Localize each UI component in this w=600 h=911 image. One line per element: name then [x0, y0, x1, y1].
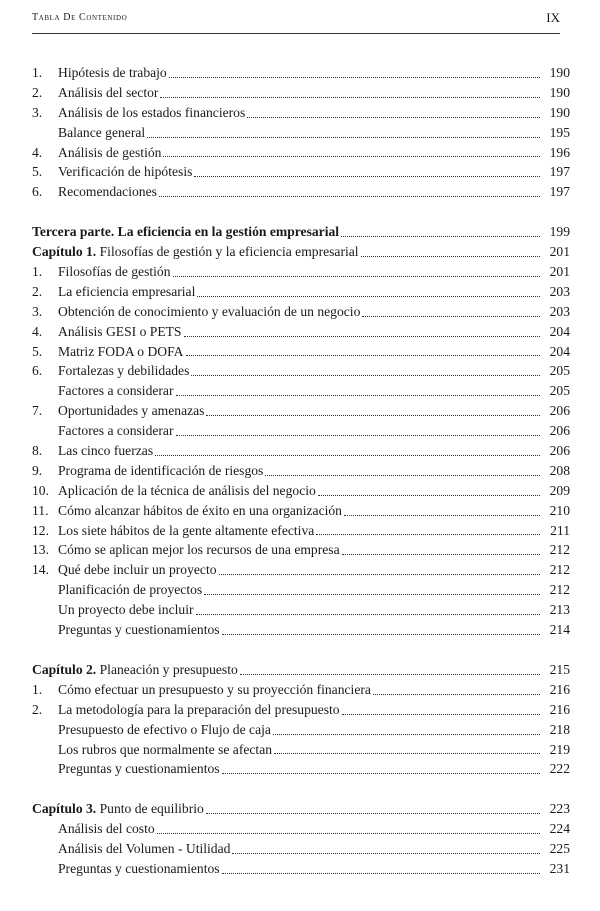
entry-title: Análisis GESI o PETS [58, 323, 182, 339]
dot-leader [194, 175, 540, 177]
entry-title: Factores a considerar [58, 383, 174, 399]
toc-entry [32, 461, 570, 481]
entry-number: 3. [32, 303, 43, 319]
entry-page-number: 201 [549, 244, 570, 260]
dot-leader [361, 255, 540, 257]
toc-entry [32, 680, 570, 700]
entry-title: Verificación de hipótesis [58, 164, 193, 180]
entry-number: 13. [32, 542, 49, 558]
entry-title: Presupuesto de efectivo o Flujo de caja [58, 721, 271, 737]
entry-number: 12. [32, 522, 49, 538]
entry-title: Recomendaciones [58, 184, 157, 200]
entry-title: Planificación de proyectos [58, 582, 203, 598]
toc-entry [32, 401, 570, 421]
entry-title [32, 222, 339, 242]
entry-page-number: 190 [549, 84, 570, 100]
entry-title: Programa de identificación de riesgos [58, 462, 264, 478]
dot-leader [173, 275, 540, 277]
entry-page-number: 212 [549, 542, 570, 558]
entry-number: 10. [32, 482, 49, 498]
dot-leader [362, 315, 540, 317]
entry-title: Preguntas y cuestionamientos [58, 860, 220, 876]
entry-page-number: 214 [549, 622, 570, 638]
entry-number: 4. [32, 144, 43, 160]
dot-leader [197, 295, 540, 297]
toc-entry [32, 859, 570, 879]
entry-title: Los siete hábitos de la gente altamente efectiva [58, 522, 315, 538]
dot-leader [163, 155, 540, 157]
dot-leader [157, 832, 540, 834]
entry-title: Factores a considerar [58, 423, 174, 439]
toc-heading-entry [32, 660, 570, 680]
toc-heading-entry [32, 799, 570, 819]
entry-number: 5. [32, 343, 43, 359]
header-page-number: IX [546, 10, 560, 25]
entry-number: 8. [32, 443, 43, 459]
running-header [32, 11, 560, 34]
entry-page-number: 210 [549, 502, 570, 518]
entry-page-number: 215 [549, 661, 570, 677]
entry-page-number: 212 [549, 562, 570, 578]
entry-number: 1. [32, 264, 43, 280]
dot-leader [219, 573, 540, 575]
toc-entry [32, 501, 570, 521]
entry-page-number: 211 [550, 522, 570, 538]
entry-title: Filosofías de gestión [58, 264, 171, 280]
dot-leader [147, 136, 540, 138]
dot-leader [342, 713, 540, 715]
entry-number: 4. [32, 323, 43, 339]
entry-title: La metodología para la preparación del presupuesto [58, 701, 340, 717]
dot-leader [160, 96, 540, 98]
toc-entry [32, 441, 570, 461]
dot-leader [240, 673, 540, 675]
dot-leader [191, 374, 540, 376]
entry-page-number: 204 [549, 343, 570, 359]
entry-title [32, 242, 359, 262]
entry-page-number: 213 [549, 602, 570, 618]
toc-entry [32, 361, 570, 381]
toc-entry [32, 740, 570, 760]
entry-title: Qué debe incluir un proyecto [58, 562, 217, 578]
toc-entry [32, 63, 570, 83]
toc-entry [32, 123, 570, 143]
entry-title-rest: Planeación y presupuesto [96, 661, 238, 677]
entry-title-bold: Capítulo 1. [32, 244, 97, 260]
entry-page-number: 199 [549, 224, 570, 240]
entry-page-number: 231 [549, 860, 570, 876]
entry-number: 3. [32, 104, 43, 120]
entry-title-rest: Punto de equilibrio [96, 801, 204, 817]
dot-leader [232, 852, 540, 854]
entry-number: 5. [32, 164, 43, 180]
section-gap [32, 779, 570, 799]
entry-page-number: 208 [549, 462, 570, 478]
entry-page-number: 197 [549, 164, 570, 180]
entry-page-number: 203 [549, 303, 570, 319]
dot-leader [186, 354, 541, 356]
toc-entry [32, 540, 570, 560]
entry-number: 11. [32, 502, 49, 518]
entry-title [32, 799, 204, 819]
toc-entry [32, 759, 570, 779]
dot-leader [247, 116, 540, 118]
entry-page-number: 196 [549, 144, 570, 160]
toc-entry [32, 282, 570, 302]
entry-title: Análisis del Volumen - Utilidad [58, 841, 231, 857]
dot-leader [169, 76, 540, 78]
entry-number: 2. [32, 283, 43, 299]
entry-page-number: 206 [549, 403, 570, 419]
entry-title: Análisis de los estados financieros [58, 104, 246, 120]
entry-title-bold: Capítulo 3. [32, 801, 97, 817]
toc-entry [32, 521, 570, 541]
entry-page-number: 203 [549, 283, 570, 299]
dot-leader [206, 812, 540, 814]
entry-number: 6. [32, 184, 43, 200]
section-gap [32, 640, 570, 660]
header-title: Tabla De Contenido [32, 12, 128, 23]
toc-entry [32, 580, 570, 600]
dot-leader [265, 474, 540, 476]
entry-page-number: 216 [549, 681, 570, 697]
entry-page-number: 216 [549, 701, 570, 717]
dot-leader [316, 533, 540, 535]
entry-number: 1. [32, 65, 43, 80]
dot-leader [176, 394, 541, 396]
entry-page-number: 218 [549, 721, 570, 737]
toc-entry [32, 143, 570, 163]
dot-leader [206, 414, 540, 416]
toc-entry [32, 342, 570, 362]
entry-number: 1. [32, 681, 43, 697]
entry-title: Preguntas y cuestionamientos [58, 761, 220, 777]
entry-title: Balance general [58, 124, 146, 140]
entry-page-number: 222 [549, 761, 570, 777]
entry-page-number: 224 [549, 821, 570, 837]
entry-title: Cómo alcanzar hábitos de éxito en una organización [58, 502, 342, 518]
entry-title: Oportunidades y amenazas [58, 403, 205, 419]
dot-leader [204, 593, 540, 595]
toc-entry [32, 103, 570, 123]
toc-entry [32, 421, 570, 441]
entry-title-bold: Tercera parte. La eficiencia en la gestión empresarial [32, 224, 340, 240]
dot-leader [342, 553, 540, 555]
toc-entry [32, 162, 570, 182]
entry-page-number: 223 [549, 801, 570, 817]
entry-title-bold: Capítulo 2. [32, 661, 97, 677]
entry-page-number: 209 [549, 482, 570, 498]
table-of-contents [32, 63, 570, 879]
dot-leader [184, 335, 541, 337]
dot-leader [222, 772, 540, 774]
entry-title: Cómo se aplican mejor los recursos de una empresa [58, 542, 340, 558]
entry-page-number: 206 [549, 423, 570, 439]
dot-leader [274, 752, 540, 754]
entry-page-number: 197 [549, 184, 570, 200]
entry-title: Análisis de gestión [58, 144, 162, 160]
toc-entry [32, 322, 570, 342]
entry-page-number: 205 [549, 383, 570, 399]
toc-entry [32, 620, 570, 640]
dot-leader [222, 872, 540, 874]
dot-leader [341, 235, 540, 237]
entry-title: Aplicación de la técnica de análisis del negocio [58, 482, 316, 498]
toc-entry [32, 819, 570, 839]
entry-number: 14. [32, 562, 49, 578]
entry-title: Análisis del sector [58, 84, 159, 100]
dot-leader [196, 613, 540, 615]
entry-page-number: 219 [549, 741, 570, 757]
dot-leader [273, 733, 540, 735]
entry-page-number: 195 [549, 124, 570, 140]
entry-title: La eficiencia empresarial [58, 283, 196, 299]
toc-entry [32, 481, 570, 501]
toc-entry [32, 381, 570, 401]
entry-page-number: 205 [549, 363, 570, 379]
entry-title: Análisis del costo [58, 821, 155, 837]
entry-page-number: 190 [549, 104, 570, 120]
dot-leader [176, 434, 541, 436]
entry-title: Obtención de conocimiento y evaluación de un negocio [58, 303, 361, 319]
entry-page-number: 212 [549, 582, 570, 598]
dot-leader [159, 195, 540, 197]
entry-title: Matriz FODA o DOFA [58, 343, 184, 359]
entry-title: Las cinco fuerzas [58, 443, 154, 459]
entry-page-number: 204 [549, 323, 570, 339]
entry-page-number: 206 [549, 443, 570, 459]
toc-entry [32, 600, 570, 620]
entry-title-rest: Filosofías de gestión y la eficiencia empresarial [96, 244, 359, 260]
toc-heading-entry [32, 242, 570, 262]
entry-page-number: 190 [549, 65, 570, 80]
toc-entry [32, 182, 570, 202]
dot-leader [373, 693, 540, 695]
toc-entry [32, 302, 570, 322]
entry-title: Cómo efectuar un presupuesto y su proyección financiera [58, 681, 371, 697]
section-gap [32, 202, 570, 222]
toc-entry [32, 839, 570, 859]
entry-number: 2. [32, 84, 43, 100]
dot-leader [318, 494, 540, 496]
entry-title: Un proyecto debe incluir [58, 602, 194, 618]
toc-entry [32, 262, 570, 282]
entry-title [32, 660, 238, 680]
entry-title: Fortalezas y debilidades [58, 363, 190, 379]
toc-entry [32, 83, 570, 103]
entry-number: 6. [32, 363, 43, 379]
entry-title: Preguntas y cuestionamientos [58, 622, 220, 638]
toc-heading-entry [32, 222, 570, 242]
toc-entry [32, 720, 570, 740]
entry-number: 2. [32, 701, 43, 717]
entry-number: 9. [32, 462, 43, 478]
toc-entry [32, 560, 570, 580]
entry-page-number: 225 [549, 841, 570, 857]
dot-leader [222, 633, 540, 635]
entry-title: Hipótesis de trabajo [58, 65, 167, 80]
dot-leader [344, 514, 540, 516]
entry-page-number: 201 [549, 264, 570, 280]
entry-number: 7. [32, 403, 43, 419]
toc-entry [32, 700, 570, 720]
dot-leader [155, 454, 540, 456]
entry-title: Los rubros que normalmente se afectan [58, 741, 273, 757]
